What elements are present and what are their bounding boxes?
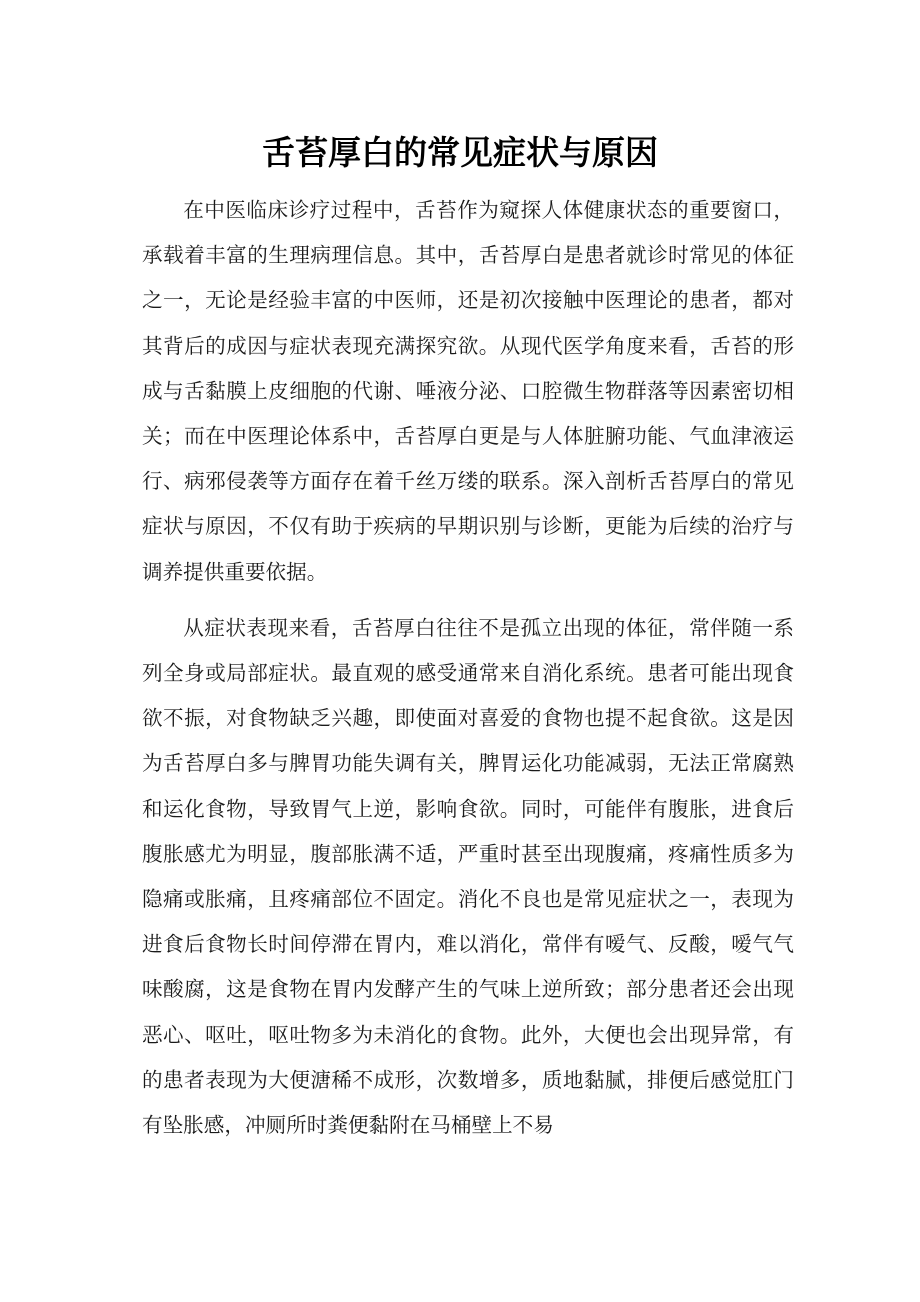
article-body bbox=[142, 188, 794, 1159]
paragraph-intro: 在中医临床诊疗过程中，舌苔作为窥探人体健康状态的重要窗口，承载着丰富的生理病理信息。其中，舌苔厚白是患者就诊时常见的体征之一，无论是经验丰富的中医师，还是初次接触中医理论的患者，都对其背后的成因与症状表现充满探究欲。从现代医学角度来看，舌苔的形成与舌黏膜上皮细胞的代谢、唾液分泌、口腔微生物群落等因素密切相关；而在中医理论体系中，舌苔厚白更是与人体脏腑功能、气血津液运行、病邪侵袭等方面存在着千丝万缕的联系。深入剖析舌苔厚白的常见症状与原因，不仅有助于疾病的早期识别与诊断，更能为后续的治疗与调养提供重要依据。 bbox=[142, 198, 794, 584]
page-title: 舌苔厚白的常见症状与原因 bbox=[262, 133, 658, 172]
paragraph-symptoms: 从症状表现来看，舌苔厚白往往不是孤立出现的体征，常伴随一系列全身或局部症状。最直观的感受通常来自消化系统。患者可能出现食欲不振，对食物缺乏兴趣，即使面对喜爱的食物也提不起食欲。这是因为舌苔厚白多与脾胃功能失调有关，脾胃运化功能减弱，无法正常腐熟和运化食物，导致胃气上逆，影响食欲。同时，可能伴有腹胀，进食后腹胀感尤为明显，腹部胀满不适，严重时甚至出现腹痛，疼痛性质多为隐痛或胀痛，且疼痛部位不固定。消化不良也是常见症状之一，表现为进食后食物长时间停滞在胃内，难以消化，常伴有嗳气、反酸，嗳气气味酸腐，这是食物在胃内发酵产生的气味上逆所致；部分患者还会出现恶心、呕吐，呕吐物多为未消化的食物。此外，大便也会出现异常，有的患者表现为大便溏稀不成形，次数增多，质地黏腻，排便后感觉肛门有坠胀感，冲厕所时粪便黏附在马桶壁上不易 bbox=[142, 615, 794, 1138]
